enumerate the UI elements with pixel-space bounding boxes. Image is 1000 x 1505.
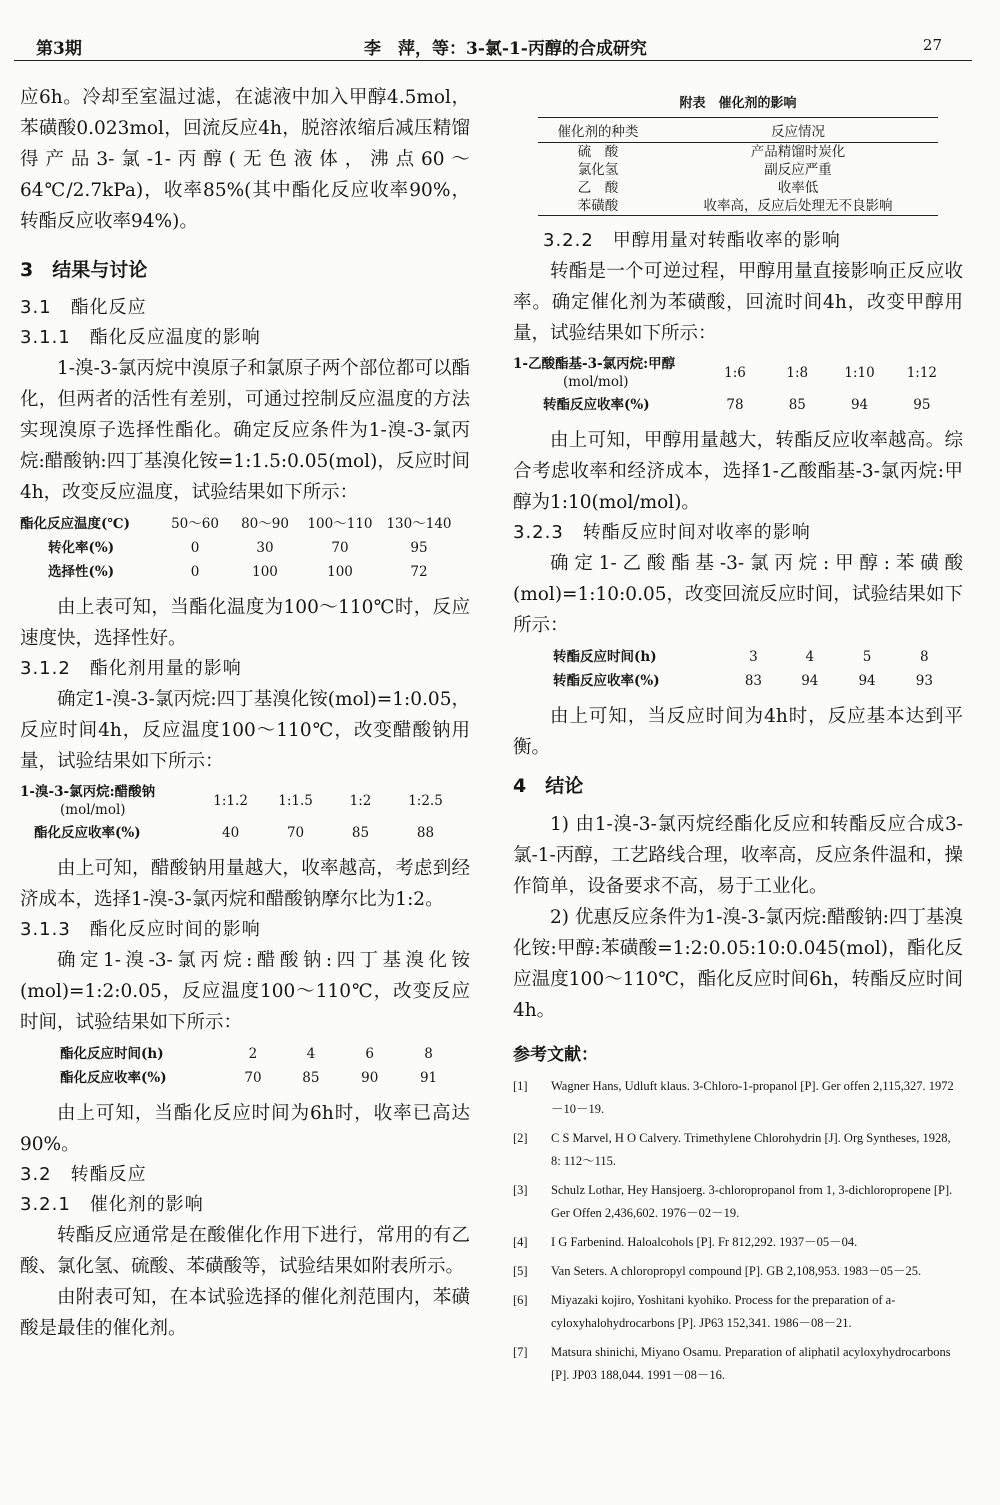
table-row: 酯化反应温度(℃) 50～60 80～90 100～110 130～140 bbox=[20, 516, 452, 532]
references-heading: 参考文献： bbox=[513, 1045, 598, 1065]
reference-item: [5] Van Seters. A chloropropyl compound [P]. GB 2,108,953. 1983－05－25. bbox=[513, 1264, 922, 1278]
table-row: 转酯反应收率(%) 78 85 94 95 bbox=[543, 397, 931, 413]
paragraph: 转酯反应通常是在酸催化作用下进行，常用的有乙酸、氯化氢、硫酸、苯磺酸等，试验结果如附表所示。 bbox=[20, 1225, 470, 1277]
subsubsection-heading: 3.2.2 甲醇用量对转酯收率的影响 bbox=[543, 230, 841, 251]
data-table-temperature bbox=[20, 512, 458, 584]
reference-item: [2] C S Marvel, H O Calvery. Trimethylene Chlorohydrin [J]. Org Syntheses, 1928, 8: 112～115. bbox=[513, 1131, 951, 1168]
reference-item: [4] I G Farbenind. Haloalcohols [P]. Fr 812,292. 1937－05－04. bbox=[513, 1235, 858, 1249]
table-row: 转酯反应收率(%) 83 94 94 93 bbox=[553, 673, 933, 689]
section-heading: 3 结果与讨论 bbox=[20, 259, 148, 281]
paragraph: 由上可知，甲醇用量越大，转酯反应收率越高。综合考虑收率和经济成本，选择1-乙酸酯基-3-氯丙烷:甲醇为1:10(mol/mol)。 bbox=[513, 430, 963, 513]
subsubsection-heading: 3.1.2 酯化剂用量的影响 bbox=[20, 658, 242, 679]
data-table-ratio bbox=[20, 781, 458, 845]
reference-item: [6] Miyazaki kojiro, Yoshitani kyohiko. Process for the preparation of a-cyloxyhalohydrocarbons [P]. JP63 152,341. 1986－08－21. bbox=[513, 1293, 896, 1330]
left-column bbox=[20, 82, 470, 1344]
table-row: 酯化反应收率(%) 40 70 85 88 bbox=[34, 825, 435, 841]
table-row: 苯磺酸 收率高，反应后处理无不良影响 bbox=[538, 197, 938, 216]
data-table-esterification-time bbox=[20, 1042, 458, 1090]
paragraph: 确定1-溴-3-氯丙烷:四丁基溴化铵(mol)=1:0.05，反应时间4h，反应温度100～110℃，改变醋酸钠用量，试验结果如下所示： bbox=[20, 689, 470, 772]
subsubsection-heading: 3.2.3 转酯反应时间对收率的影响 bbox=[513, 522, 811, 543]
table-row: 酯化反应收率(%) 70 85 90 91 bbox=[60, 1070, 438, 1086]
reference-item: [1] Wagner Hans, Udluft klaus. 3-Chloro-1-propanol [P]. Ger offen 2,115,327. 1972－10－19. bbox=[513, 1079, 954, 1116]
table-row: 转化率(%) 0 30 70 95 bbox=[48, 540, 428, 556]
subsection-heading: 3.1 酯化反应 bbox=[20, 297, 147, 318]
table-caption: 附表 催化剂的影响 bbox=[679, 96, 797, 111]
table-row: 硫 酸 产品精馏时炭化 bbox=[577, 144, 846, 160]
conclusion-item: 2) 优惠反应条件为1-溴-3-氯丙烷:醋酸钠:四丁基溴化铵:甲醇:苯磺酸=1:2:0.05:10:0.045(mol)，酯化反应温度100～110℃，酯化反应时间6h，转酯反应时间4h。 bbox=[513, 907, 963, 1021]
table-row: 选择性(%) 0 100 100 72 bbox=[48, 564, 428, 580]
paragraph: 1-溴-3-氯丙烷中溴原子和氯原子两个部位都可以酯化，但两者的活性有差别，可通过控制反应温度的方法实现溴原子选择性酯化。确定反应条件为1-溴-3-氯丙烷:醋酸钠:四丁基溴化铵=1:1.5:0.05(mol)，反应时间4h，改变反应温度，试验结果如下所示： bbox=[20, 358, 470, 503]
paragraph: 转酯是一个可逆过程，甲醇用量直接影响正反应收率。确定催化剂为苯磺酸，回流时间4h，改变甲醇用量，试验结果如下所示： bbox=[513, 261, 963, 344]
data-table-transesterification-time bbox=[513, 645, 953, 693]
subsection-heading: 3.2 转酯反应 bbox=[20, 1164, 147, 1185]
table-row: 1-溴-3-氯丙烷:醋酸钠 (mol/mol) 1:1.2 1:1.5 1:2 1:2.5 bbox=[20, 784, 443, 818]
paragraph: 由上可知，当反应时间为4h时，反应基本达到平衡。 bbox=[513, 706, 963, 758]
paragraph: 确定1-溴-3-氯丙烷:醋酸钠:四丁基溴化铵(mol)=1:2:0.05，反应温度100～110℃，改变反应时间，试验结果如下所示： bbox=[20, 950, 470, 1033]
paragraph: 由上可知，醋酸钠用量越大，收率越高，考虑到经济成本，选择1-溴-3-氯丙烷和醋酸钠摩尔比为1:2。 bbox=[20, 858, 470, 910]
conclusion-item: 1) 由1-溴-3-氯丙烷经酯化反应和转酯反应合成3-氯-1-丙醇，工艺路线合理，收率高，反应条件温和，操作简单，设备要求不高，易于工业化。 bbox=[513, 814, 963, 897]
table-header-row: 催化剂的种类 反应情况 bbox=[538, 118, 938, 143]
issue-number: 第3期 bbox=[36, 39, 82, 59]
catalyst-table bbox=[538, 117, 938, 216]
paragraph: 由上可知，当酯化反应时间为6h时，收率已高达90%。 bbox=[20, 1103, 470, 1155]
table-row: 1-乙酸酯基-3-氯丙烷:甲醇 (mol/mol) 1:6 1:8 1:10 1:12 bbox=[513, 356, 938, 390]
page-number: 27 bbox=[922, 36, 942, 54]
running-title: 李 萍，等：3-氯-1-丙醇的合成研究 bbox=[364, 39, 647, 59]
table-row: 乙 酸 收率低 bbox=[577, 180, 819, 196]
data-table-methanol-ratio bbox=[513, 353, 953, 417]
section-heading: 4 结论 bbox=[513, 775, 584, 797]
table-row: 氯化氢 副反应严重 bbox=[577, 162, 832, 178]
paragraph: 由附表可知，在本试验选择的催化剂范围内，苯磺酸是最佳的催化剂。 bbox=[20, 1287, 470, 1339]
running-header bbox=[14, 30, 972, 61]
reference-item: [3] Schulz Lothar, Hey Hansjoerg. 3-chloropropanol from 1, 3-dichloropropene [P]. Ger Offen 2,436,602. 1976－02－19. bbox=[513, 1183, 953, 1220]
paragraph: 确定1-乙酸酯基-3-氯丙烷:甲醇:苯磺酸(mol)=1:10:0.05，改变回流反应时间，试验结果如下所示： bbox=[513, 553, 963, 636]
right-column bbox=[513, 86, 963, 1393]
subsubsection-heading: 3.1.3 酯化反应时间的影响 bbox=[20, 919, 261, 940]
subsubsection-heading: 3.2.1 催化剂的影响 bbox=[20, 1194, 204, 1215]
table-row: 酯化反应时间(h) 2 4 6 8 bbox=[60, 1046, 433, 1062]
paragraph: 应6h。冷却至室温过滤，在滤液中加入甲醇4.5mol，苯磺酸0.023mol，回流反应4h，脱溶浓缩后减压精馏得产品3-氯-1-丙醇(无色液体，沸点60～64℃/2.7kPa)，收率85%(其中酯化反应收率90%，转酯反应收率94%)。 bbox=[20, 87, 470, 232]
reference-item: [7] Matsura shinichi, Miyano Osamu. Preparation of aliphatil acyloxyhydrocarbons [P]. JP03 188,044. 1991－08－16. bbox=[513, 1345, 951, 1382]
subsubsection-heading: 3.1.1 酯化反应温度的影响 bbox=[20, 327, 261, 348]
paragraph: 由上表可知，当酯化温度为100～110℃时，反应速度快，选择性好。 bbox=[20, 597, 470, 649]
table-row: 转酯反应时间(h) 3 4 5 8 bbox=[553, 649, 929, 665]
